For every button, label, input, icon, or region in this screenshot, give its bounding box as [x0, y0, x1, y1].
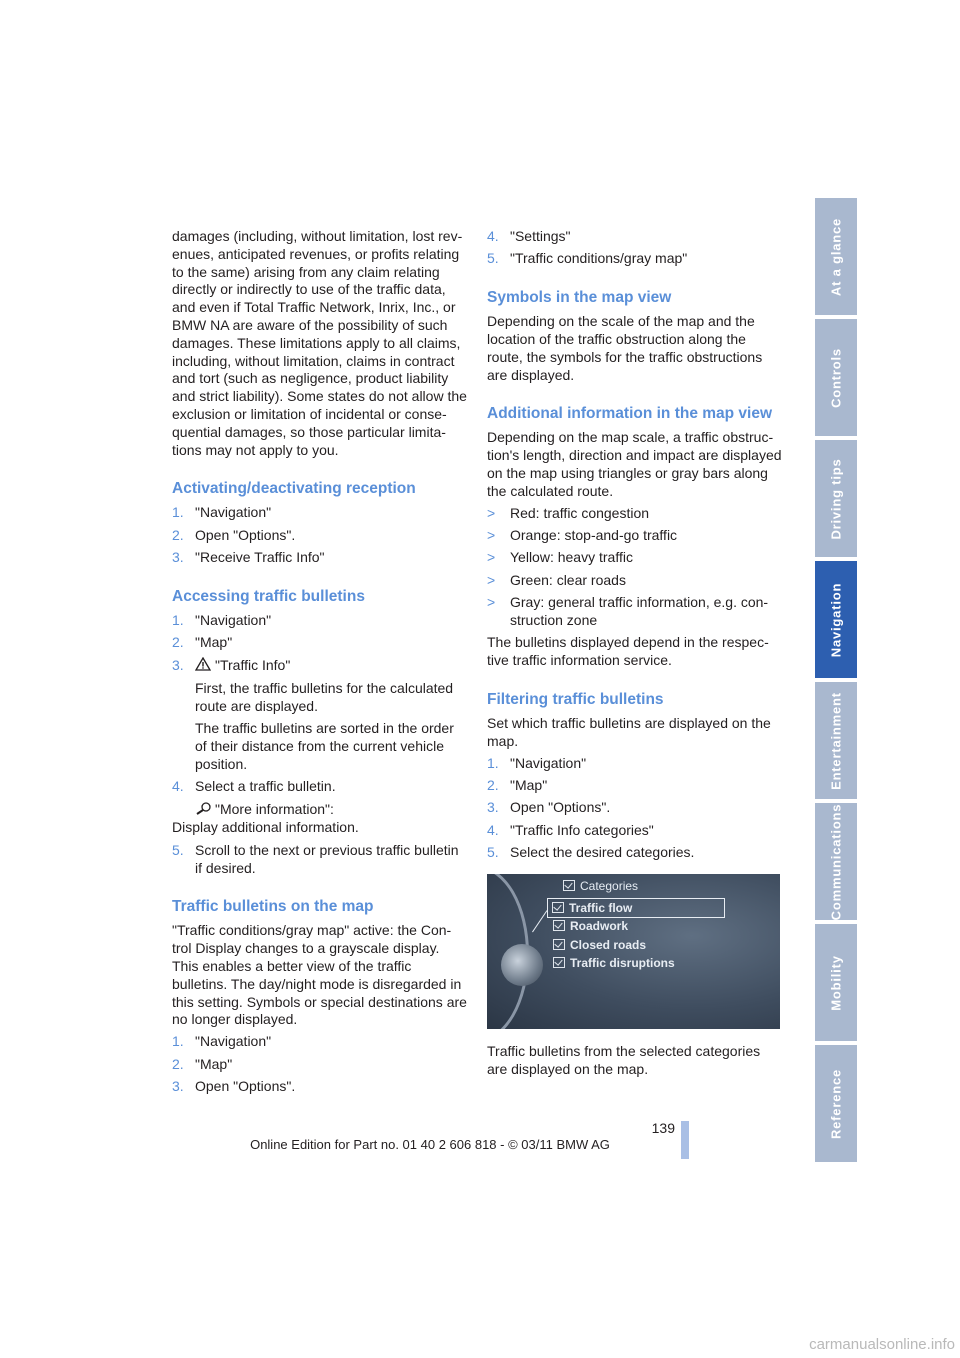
- filtering-paragraph: Set which traffic bulletins are displayed on the map.: [487, 714, 771, 749]
- section-heading-symbols: Symbols in the map view: [487, 289, 672, 307]
- list-item: 5. Select the desired categories.: [487, 844, 695, 861]
- list-item: 3. Open "Options".: [172, 1078, 296, 1095]
- map-paragraph: "Traffic conditions/gray map" active: the Con-trol Display changes to a grayscale display. This enables a better view of the traffic bulletins. The day/night mode is disregarded in this setting. Symbols or special destinations are no longer displayed.: [172, 922, 467, 1028]
- steps-activating: [172, 504, 467, 567]
- watermark: carmanualsonline.info: [809, 1336, 955, 1353]
- list-item: 3. "Traffic Info" First, the traffic bulletins for the calculated route are displayed. The traffic bulletins are sorted in the order of their distance from the current vehicle position.: [172, 656, 454, 772]
- chapter-tabs: [815, 198, 857, 1166]
- list-item: > Gray: general traffic information, e.g. con-struction zone: [487, 594, 769, 628]
- section-heading-activating: Activating/deactivating reception: [172, 480, 416, 498]
- category-roadwork: Roadwork: [553, 917, 628, 935]
- right-column: [487, 228, 782, 1082]
- symbols-paragraph: Depending on the scale of the map and the location of the traffic obstruction along the route, the symbols for the traffic obstructions are displayed.: [487, 313, 763, 383]
- warning-triangle-icon: [195, 657, 211, 676]
- list-item: > Orange: stop-and-go traffic: [487, 526, 678, 543]
- tab-reference[interactable]: Reference: [815, 1045, 857, 1162]
- list-item: 4. "Settings": [487, 228, 571, 244]
- tab-navigation[interactable]: Navigation: [815, 561, 857, 678]
- steps-continued: [487, 228, 782, 268]
- list-item: 1. "Navigation": [172, 504, 272, 521]
- section-heading-accessing: Accessing traffic bulletins: [172, 587, 365, 605]
- list-item: 2. "Map": [172, 1055, 233, 1072]
- more-information-icon: [195, 802, 213, 820]
- category-traffic-disruptions: Traffic disruptions: [553, 954, 675, 972]
- categories-screen-figure: [487, 874, 780, 1029]
- checkbox-icon: [553, 920, 565, 931]
- list-item: 2. Open "Options".: [172, 526, 296, 543]
- tab-entertainment[interactable]: Entertainment: [815, 682, 857, 799]
- checkbox-icon: [553, 957, 565, 968]
- controller-knob-icon: [501, 944, 543, 986]
- list-item: 3. Open "Options".: [487, 799, 611, 816]
- list-item: > Red: traffic congestion: [487, 504, 650, 521]
- category-traffic-flow: Traffic flow: [547, 898, 725, 918]
- section-heading-additional: Additional information in the map view: [487, 405, 773, 423]
- steps-filtering: [487, 755, 782, 862]
- section-heading-map: Traffic bulletins on the map: [172, 898, 374, 916]
- list-item: 4. "Traffic Info categories": [487, 821, 654, 838]
- traffic-color-list: [487, 505, 782, 630]
- left-column: [172, 228, 467, 1100]
- list-item: 2. "Map": [172, 634, 233, 651]
- checkbox-icon: [553, 939, 565, 950]
- screen-title: Categories: [563, 878, 638, 896]
- steps-accessing: [172, 612, 467, 878]
- pointer-line: [532, 910, 547, 932]
- list-item: 1. "Navigation": [172, 1033, 272, 1050]
- checkbox-icon: [552, 902, 564, 913]
- list-item: 4. Select a traffic bulletin. "More information": Display additional information.: [172, 778, 359, 836]
- tab-communications[interactable]: Communications: [815, 803, 857, 920]
- list-item: 3. "Receive Traffic Info": [172, 549, 325, 566]
- list-item: 1. "Navigation": [487, 754, 587, 771]
- intro-paragraph: damages (including, without limitation, lost rev-enues, anticipated revenues, or profits relating to the same) arising from any claim relating directly or indirectly to use of the traffic data, and even if Total Traffic Network, Inrix, Inc., or BMW NA are aware of the possibility of such damages. These limitations apply to all claims, including, without limitation, claims in contract and tort (such as negligence, product liability and strict liability). Some states do not allow the exclusion or limitation of incidental or conse-quential damages, so those particular limita-tions may not apply to you.: [172, 228, 467, 458]
- figure-caption: Traffic bulletins from the selected categories are displayed on the map.: [487, 1042, 761, 1077]
- list-item: 5. "Traffic conditions/gray map": [487, 250, 688, 267]
- additional-paragraph: Depending on the map scale, a traffic obstruc-tion's length, direction and impact are displayed on the map using triangles or gray bars along the calculated route.: [487, 429, 782, 499]
- steps-map: [172, 1033, 467, 1096]
- list-item: 2. "Map": [487, 776, 548, 793]
- section-heading-filtering: Filtering traffic bulletins: [487, 690, 664, 708]
- tab-driving-tips[interactable]: Driving tips: [815, 440, 857, 557]
- list-item: 1. "Navigation": [172, 611, 272, 628]
- category-closed-roads: Closed roads: [553, 936, 646, 954]
- page-number: 139: [651, 1120, 675, 1136]
- tab-at-a-glance[interactable]: At a glance: [815, 198, 857, 315]
- tab-mobility[interactable]: Mobility: [815, 924, 857, 1041]
- page-marker-bar: [681, 1121, 689, 1159]
- list-item: > Green: clear roads: [487, 571, 626, 588]
- bulletins-note: The bulletins displayed depend in the respec-tive traffic information service.: [487, 634, 769, 669]
- list-item: 5. Scroll to the next or previous traffic bulletin if desired.: [172, 841, 459, 876]
- list-item: > Yellow: heavy traffic: [487, 549, 633, 566]
- checkbox-icon: [563, 880, 575, 891]
- tab-controls[interactable]: Controls: [815, 319, 857, 436]
- footer-edition: Online Edition for Part no. 01 40 2 606 818 - © 03/11 BMW AG: [250, 1137, 610, 1152]
